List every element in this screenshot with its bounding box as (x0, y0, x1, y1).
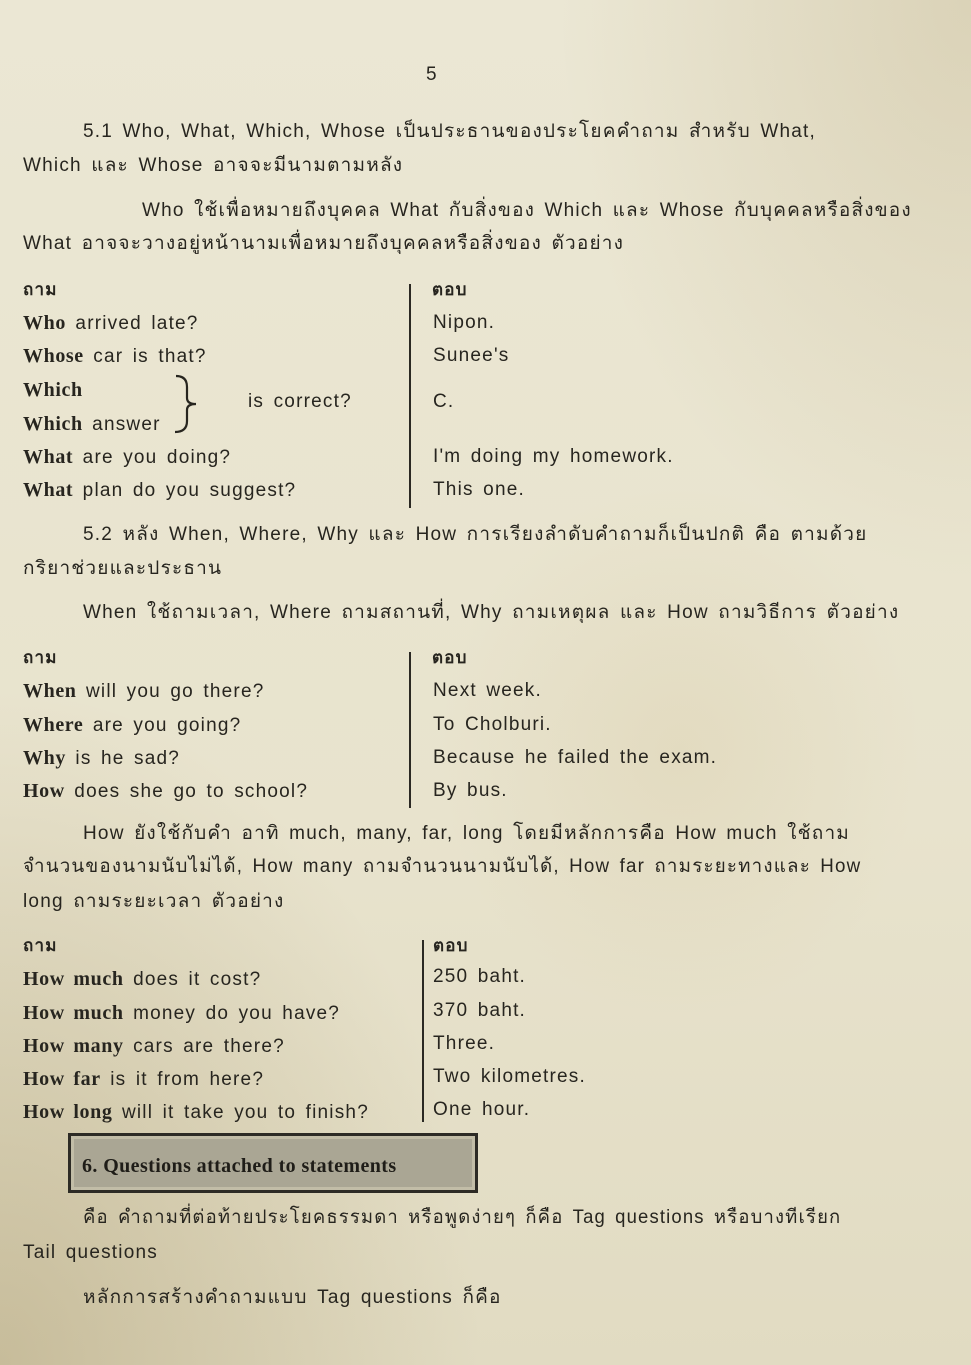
table3-question (23, 1035, 285, 1058)
table1-which-shared: is correct? (248, 391, 352, 412)
question-word: How much (23, 968, 124, 990)
question-word: What (23, 479, 74, 501)
table3-header-question: ถาม (23, 936, 58, 955)
para-how-line-1: How ยังใช้กับคำ อาทิ much, many, far, long โดยมีหลักการคือ How much ใช้ถาม (83, 823, 851, 844)
curly-brace-icon (172, 373, 202, 435)
question-word: When (23, 680, 77, 702)
table1-answer: Sunee's (433, 345, 510, 366)
question-word: How far (23, 1068, 101, 1090)
question-rest: plan do you suggest? (82, 480, 297, 501)
table1-which-line-2 (23, 413, 161, 436)
question-rest: cars are there? (133, 1036, 285, 1057)
question-word: Why (23, 747, 66, 769)
section-6-heading-box (68, 1133, 478, 1193)
para-how-line-2: จำนวนของนามนับไม่ได้, How many ถามจำนวนนามนับได้, How far ถามระยะทางและ How (23, 856, 862, 877)
table3-question (23, 968, 261, 991)
question-word: How (23, 780, 65, 802)
question-rest: are you going? (92, 715, 242, 736)
question-rest: are you doing? (82, 447, 232, 468)
table1-which-line-1 (23, 379, 83, 402)
table2-question (23, 780, 308, 803)
table3-question (23, 1002, 340, 1025)
table3-answer: Two kilometres. (433, 1066, 586, 1087)
table3-divider (422, 940, 424, 1122)
table3-answer: 370 baht. (433, 1000, 527, 1021)
page-number: 5 (426, 64, 438, 85)
table2-answer: Next week. (433, 680, 542, 701)
table1-header-question: ถาม (23, 280, 58, 299)
question-rest: is it from here? (110, 1069, 265, 1090)
table1-answer: Nipon. (433, 312, 496, 333)
section-6-last-line: หลักการสร้างคำถามแบบ Tag questions ก็คือ (83, 1287, 502, 1308)
table3-answer: One hour. (433, 1099, 531, 1120)
table1-answer: C. (433, 391, 455, 412)
question-word: Who (23, 312, 66, 334)
question-word: What (23, 446, 74, 468)
table2-question (23, 747, 180, 770)
question-word: How long (23, 1101, 113, 1123)
question-rest: arrived late? (75, 313, 199, 334)
section-5-2-line-1: 5.2 หลัง When, Where, Why และ How การเรียงลำดับคำถามก็เป็นปกติ คือ ตามด้วย (83, 524, 868, 545)
para-who-line-2: What อาจจะวางอยู่หน้านามเพื่อหมายถึงบุคคลหรือสิ่งของ ตัวอย่าง (23, 233, 625, 254)
table3-question (23, 1101, 369, 1124)
para-who-line-1: Who ใช้เพื่อหมายถึงบุคคล What กับสิ่งของ Which และ Whose กับบุคคลหรือสิ่งของ (142, 200, 912, 221)
table2-answer: Because he failed the exam. (433, 747, 718, 768)
question-word: Which (23, 379, 83, 401)
table2-answer: By bus. (433, 780, 508, 801)
table2-question (23, 680, 264, 703)
question-word: Whose (23, 345, 84, 367)
question-rest: money do you have? (133, 1003, 341, 1024)
section-6-para-line-1: คือ คำถามที่ต่อท้ายประโยคธรรมดา หรือพูดง่ายๆ ก็คือ Tag questions หรือบางทีเรียก (83, 1207, 842, 1228)
table1-question (23, 446, 231, 469)
question-word: Where (23, 714, 84, 736)
question-rest: does it cost? (133, 969, 262, 990)
table1-divider (409, 284, 411, 508)
question-rest: answer (92, 414, 161, 435)
table3-header-answer: ตอบ (433, 936, 469, 955)
para-how-line-3: long ถามระยะเวลา ตัวอย่าง (23, 891, 285, 912)
question-rest: will it take you to finish? (121, 1102, 369, 1123)
table1-question (23, 312, 199, 335)
section-6-para-line-2: Tail questions (23, 1242, 158, 1263)
table2-question (23, 714, 241, 737)
table1-question (23, 345, 207, 368)
question-word: Which (23, 413, 83, 435)
question-rest: car is that? (93, 346, 207, 367)
table2-header-question: ถาม (23, 648, 58, 667)
section-6-heading: 6. Questions attached to statements (82, 1155, 397, 1177)
question-rest: is he sad? (75, 748, 181, 769)
question-rest: does she go to school? (74, 781, 309, 802)
table1-answer: I'm doing my homework. (433, 446, 674, 467)
table1-question (23, 479, 296, 502)
section-5-1-line-1: 5.1 Who, What, Which, Whose เป็นประธานของประโยคคำถาม สำหรับ What, (83, 121, 816, 142)
table2-answer: To Cholburi. (433, 714, 552, 735)
section-5-2-line-2: กริยาช่วยและประธาน (23, 558, 223, 579)
para-when-line-1: When ใช้ถามเวลา, Where ถามสถานที่, Why ถามเหตุผล และ How ถามวิธีการ ตัวอย่าง (83, 602, 900, 623)
table3-answer: Three. (433, 1033, 496, 1054)
table3-answer: 250 baht. (433, 966, 527, 987)
table3-question (23, 1068, 264, 1091)
question-word: How much (23, 1002, 124, 1024)
table2-divider (409, 652, 411, 808)
table1-answer: This one. (433, 479, 525, 500)
section-5-1-line-2: Which และ Whose อาจจะมีนามตามหลัง (23, 155, 404, 176)
table2-header-answer: ตอบ (432, 648, 468, 667)
question-rest: will you go there? (86, 681, 265, 702)
question-word: How many (23, 1035, 124, 1057)
table1-header-answer: ตอบ (432, 280, 468, 299)
